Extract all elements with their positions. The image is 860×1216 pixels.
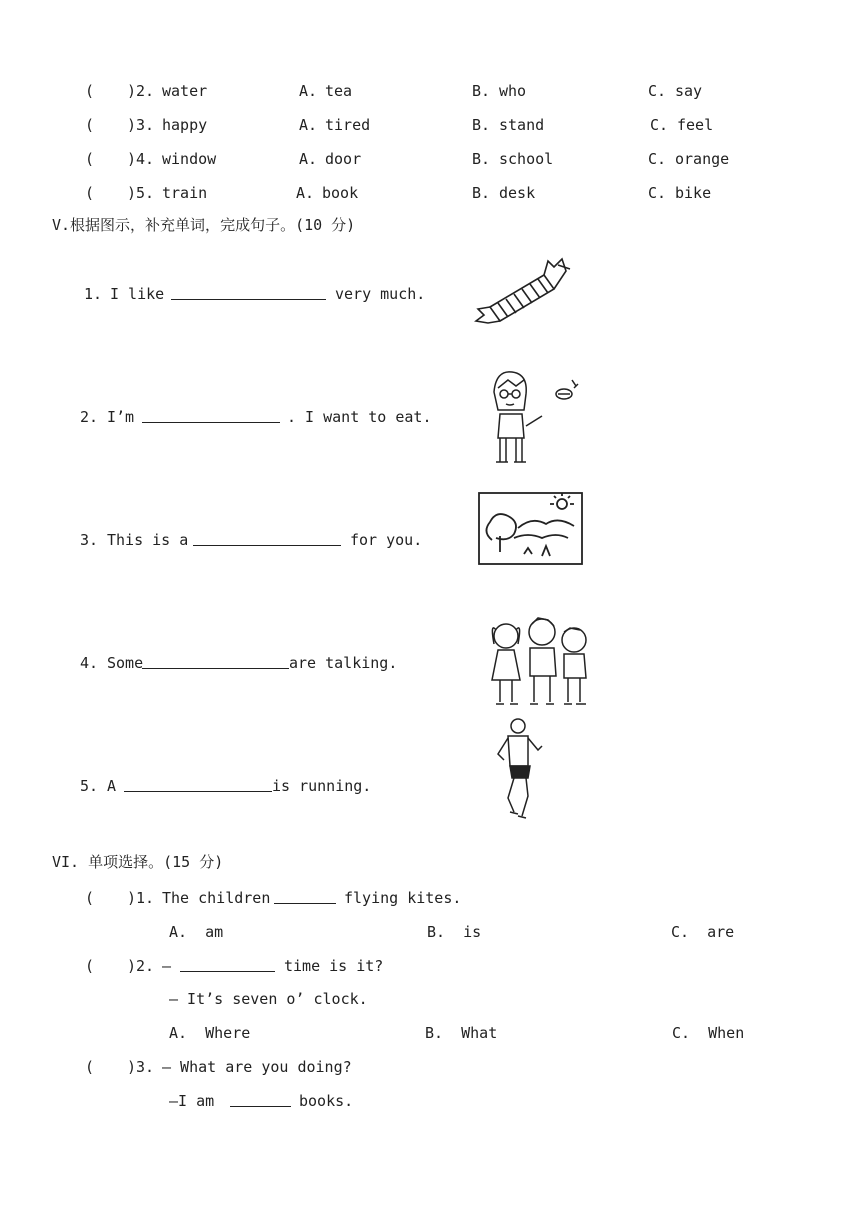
item-number: 1. — [84, 285, 103, 303]
option-c-word: feel — [677, 116, 714, 134]
dialogue-answer-start: —I am — [169, 1092, 215, 1110]
item-number: 5. — [80, 777, 99, 795]
sentence-start: Some — [107, 654, 144, 672]
sentence-end: for you. — [350, 531, 423, 549]
question-word: window — [162, 150, 217, 168]
option-b-label: B. — [472, 184, 491, 202]
answer-paren-open[interactable]: ( — [85, 150, 95, 168]
answer-paren-open[interactable]: ( — [85, 1058, 95, 1076]
option-c[interactable]: C. When — [672, 1024, 745, 1042]
answer-paren-open[interactable]: ( — [85, 957, 95, 975]
question-number: 2. — [136, 82, 155, 100]
hungry-girl-icon — [486, 366, 586, 466]
question-text-end: time is it? — [284, 957, 384, 975]
answer-blank[interactable] — [193, 531, 341, 546]
option-b-word: stand — [499, 116, 545, 134]
option-c-word: bike — [675, 184, 712, 202]
option-a[interactable]: A. am — [169, 923, 224, 941]
option-c-label: C. — [648, 150, 667, 168]
sentence-end: very much. — [335, 285, 426, 303]
answer-blank[interactable] — [171, 285, 326, 300]
running-man-icon — [494, 716, 550, 820]
answer-paren-close: ) — [127, 184, 137, 202]
question-text-end: flying kites. — [344, 889, 462, 907]
option-c[interactable]: C. are — [671, 923, 735, 941]
sentence-start: This is a — [107, 531, 189, 549]
answer-paren-close: ) — [127, 82, 137, 100]
option-b[interactable]: B. What — [425, 1024, 498, 1042]
answer-paren-close: ) — [127, 150, 137, 168]
question-number: 2. — [136, 957, 155, 975]
question-number: 3. — [136, 1058, 155, 1076]
question-word: train — [162, 184, 208, 202]
answer-paren-open[interactable]: ( — [85, 82, 95, 100]
dialogue-answer: — It’s seven o’ clock. — [169, 990, 368, 1008]
section5-heading: V.根据图示，补充单词，完成句子。(10 分) — [52, 216, 356, 234]
question-word: water — [162, 82, 208, 100]
question-number: 1. — [136, 889, 155, 907]
dialogue-answer-end: books. — [299, 1092, 354, 1110]
option-a-label: A. — [296, 184, 315, 202]
option-a[interactable]: A. Where — [169, 1024, 251, 1042]
answer-paren-close: ) — [127, 957, 137, 975]
candy-icon — [474, 255, 574, 331]
option-b-label: B. — [472, 150, 491, 168]
item-number: 3. — [80, 531, 99, 549]
option-b-word: who — [499, 82, 527, 100]
answer-blank[interactable] — [180, 957, 275, 972]
question-number: 4. — [136, 150, 155, 168]
dialogue-dash: — — [162, 957, 172, 975]
sentence-end: is running. — [272, 777, 372, 795]
item-number: 2. — [80, 408, 99, 426]
question-number: 5. — [136, 184, 155, 202]
option-b[interactable]: B. is — [427, 923, 482, 941]
question-word: happy — [162, 116, 208, 134]
option-a-label: A. — [299, 82, 318, 100]
option-a-label: A. — [299, 150, 318, 168]
answer-blank[interactable] — [230, 1092, 291, 1107]
question-text-start: The children — [162, 889, 271, 907]
option-b-word: desk — [499, 184, 536, 202]
answer-blank[interactable] — [142, 654, 289, 669]
answer-paren-open[interactable]: ( — [85, 184, 95, 202]
option-a-word: door — [325, 150, 362, 168]
answer-paren-open[interactable]: ( — [85, 116, 95, 134]
sentence-start: I like — [110, 285, 165, 303]
option-b-word: school — [499, 150, 554, 168]
option-a-word: tired — [325, 116, 371, 134]
option-c-word: orange — [675, 150, 730, 168]
option-a-word: tea — [325, 82, 353, 100]
sentence-end: . I want to eat. — [287, 408, 432, 426]
landscape-picture-icon — [478, 492, 584, 566]
sentence-start: A — [107, 777, 117, 795]
sentence-end: are talking. — [289, 654, 398, 672]
option-c-label: C. — [650, 116, 669, 134]
answer-blank[interactable] — [274, 889, 336, 904]
question-number: 3. — [136, 116, 155, 134]
item-number: 4. — [80, 654, 99, 672]
sentence-start: I’m — [107, 408, 135, 426]
answer-blank[interactable] — [142, 408, 280, 423]
answer-paren-open[interactable]: ( — [85, 889, 95, 907]
answer-paren-close: ) — [127, 1058, 137, 1076]
option-a-label: A. — [299, 116, 318, 134]
three-children-icon — [488, 614, 594, 710]
option-a-word: book — [322, 184, 359, 202]
option-c-word: say — [675, 82, 703, 100]
section6-heading: VI. 单项选择。(15 分) — [52, 853, 224, 871]
option-b-label: B. — [472, 82, 491, 100]
option-c-label: C. — [648, 184, 667, 202]
dialogue-question: — What are you doing? — [162, 1058, 352, 1076]
option-c-label: C. — [648, 82, 667, 100]
answer-paren-close: ) — [127, 889, 137, 907]
option-b-label: B. — [472, 116, 491, 134]
answer-blank[interactable] — [124, 777, 272, 792]
answer-paren-close: ) — [127, 116, 137, 134]
